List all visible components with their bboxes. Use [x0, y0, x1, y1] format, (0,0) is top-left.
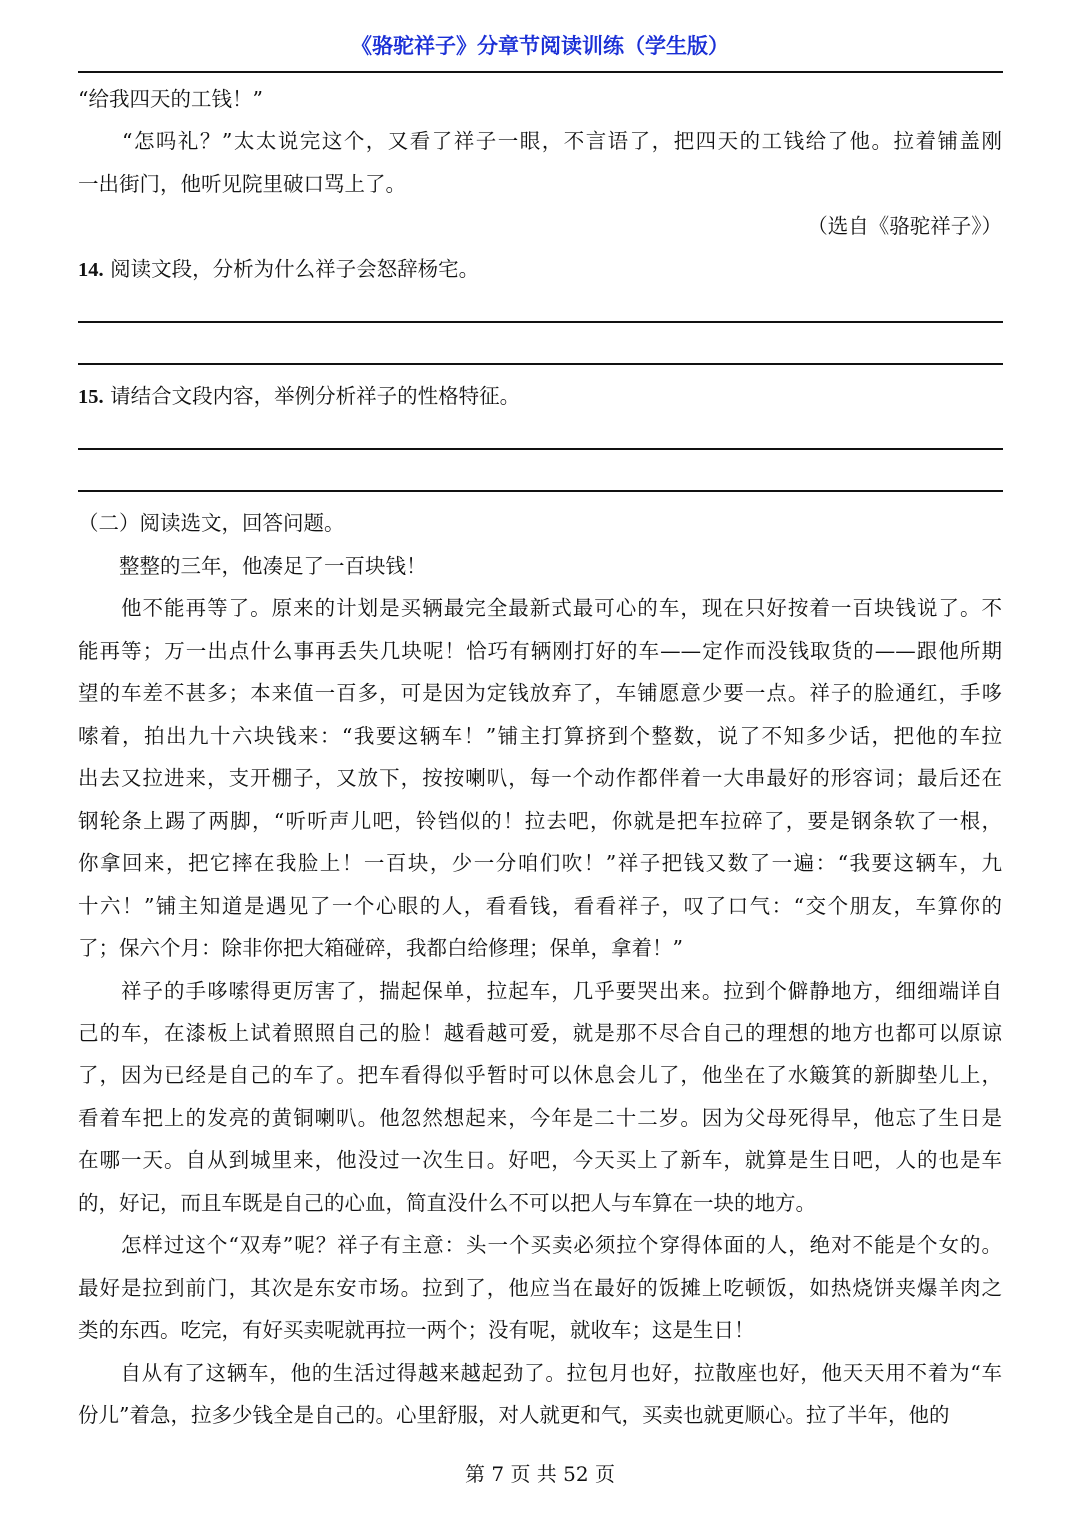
passage-line: 在哪一天。自从到城里来，他没过一次生日。好吧，今天买上了新车，就算是生日吧，人的也是车 [78, 1148, 1002, 1173]
passage-line: “给我四天的工钱！” [78, 87, 263, 111]
passage-line: 了；保六个月：除非你把大箱碰碎，我都白给修理；保单，拿着！” [78, 936, 683, 961]
passage-line: 怎样过这个“双寿”呢？祥子有主意：头一个买卖必须拉个穿得体面的人，绝对不能是个女的。 [78, 1233, 1002, 1258]
question-15 [78, 381, 1002, 411]
passage-line: 出去又拉进来，支开棚子，又放下，按按喇叭，每一个动作都伴着一大串最好的形容词；最后还在 [78, 766, 1002, 791]
passage-line: 你拿回来，把它摔在我脸上！一百块，少一分咱们吹！”祥子把钱又数了一遍：“我要这辆车，九 [78, 851, 1002, 876]
passage-source: （选自《骆驼祥子》） [807, 214, 1002, 238]
passage-line: 十六！”铺主知道是遇见了一个心眼的人，看看钱，看看祥子，叹了口气：“交个朋友，车算你的 [78, 893, 1002, 918]
passage-line: 的，好记，而且车既是自己的心血，简直没什么不可以把人与车算在一块的地方。 [78, 1190, 816, 1215]
passage-line: 类的东西。吃完，有好买卖呢就再拉一两个；没有呢，就收车；这是生日！ [78, 1318, 755, 1343]
question-text: 阅读文段，分析为什么祥子会怒辞杨宅。 [110, 257, 480, 281]
passage-line: 己的车，在漆板上试着照照自己的脸！越看越可爱，就是那不尽合自己的理想的地方也都可以原谅 [78, 1020, 1002, 1045]
passage-line: 自从有了这辆车，他的生活过得越来越起劲了。拉包月也好，拉散座也好，他天天用不着为“车 [78, 1360, 1002, 1385]
passage-line: 份儿”着急，拉多少钱全是自己的。心里舒服，对人就更和气，买卖也就更顺心。拉了半年，他的 [78, 1403, 950, 1427]
question-number: 14. [78, 259, 104, 281]
passage-line: 能再等；万一出点什么事再丢失几块呢！恰巧有辆刚打好的车——定作而没钱取货的——跟他所期 [78, 638, 1002, 663]
answer-line[interactable] [78, 490, 1003, 492]
section-heading: （二）阅读选文，回答问题。 [78, 511, 345, 535]
page-number: 第 7 页 共 52 页 [465, 1462, 615, 1486]
answer-line[interactable] [78, 448, 1003, 450]
passage-line: 钢轮条上踢了两脚，“听听声儿吧，铃铛似的！拉去吧，你就是把车拉碎了，要是钢条软了一根， [78, 808, 1002, 833]
passage-line: 望的车差不甚多；本来值一百多，可是因为定钱放弃了，车铺愿意少要一点。祥子的脸通红，手哆 [78, 681, 1002, 706]
passage-line: 一出街门，他听见院里破口骂上了。 [78, 172, 406, 196]
question-text: 请结合文段内容，举例分析祥子的性格特征。 [110, 384, 521, 408]
passage-line: 最好是拉到前门，其次是东安市场。拉到了，他应当在最好的饭摊上吃顿饭，如热烧饼夹爆羊肉之 [78, 1275, 1002, 1300]
question-14 [78, 254, 1002, 284]
question-number: 15. [78, 386, 104, 408]
passage-line: 了，因为已经是自己的车了。把车看得似乎暂时可以休息会儿了，他坐在了水簸箕的新脚垫儿上， [78, 1063, 1002, 1088]
passage-line: 祥子的手哆嗦得更厉害了，揣起保单，拉起车，几乎要哭出来。拉到个僻静地方，细细端详自 [78, 978, 1002, 1003]
passage-line: “怎吗礼？”太太说完这个，又看了祥子一眼，不言语了，把四天的工钱给了他。拉着铺盖刚 [78, 129, 1002, 153]
answer-line[interactable] [78, 363, 1003, 365]
passage-line: 他不能再等了。原来的计划是买辆最完全最新式最可心的车，现在只好按着一百块钱说了。不 [78, 596, 1002, 621]
passage-line: 看着车把上的发亮的黄铜喇叭。他忽然想起来，今年是二十二岁。因为父母死得早，他忘了生日是 [78, 1105, 1002, 1130]
header-divider [78, 71, 1003, 73]
document-title: 《骆驼祥子》分章节阅读训练（学生版） [351, 34, 729, 58]
passage-line: 嗦着，拍出九十六块钱来：“我要这辆车！”铺主打算挤到个整数，说了不知多少话，把他的车拉 [78, 723, 1002, 748]
passage-line: 整整的三年，他凑足了一百块钱！ [78, 554, 427, 578]
answer-line[interactable] [78, 321, 1003, 323]
